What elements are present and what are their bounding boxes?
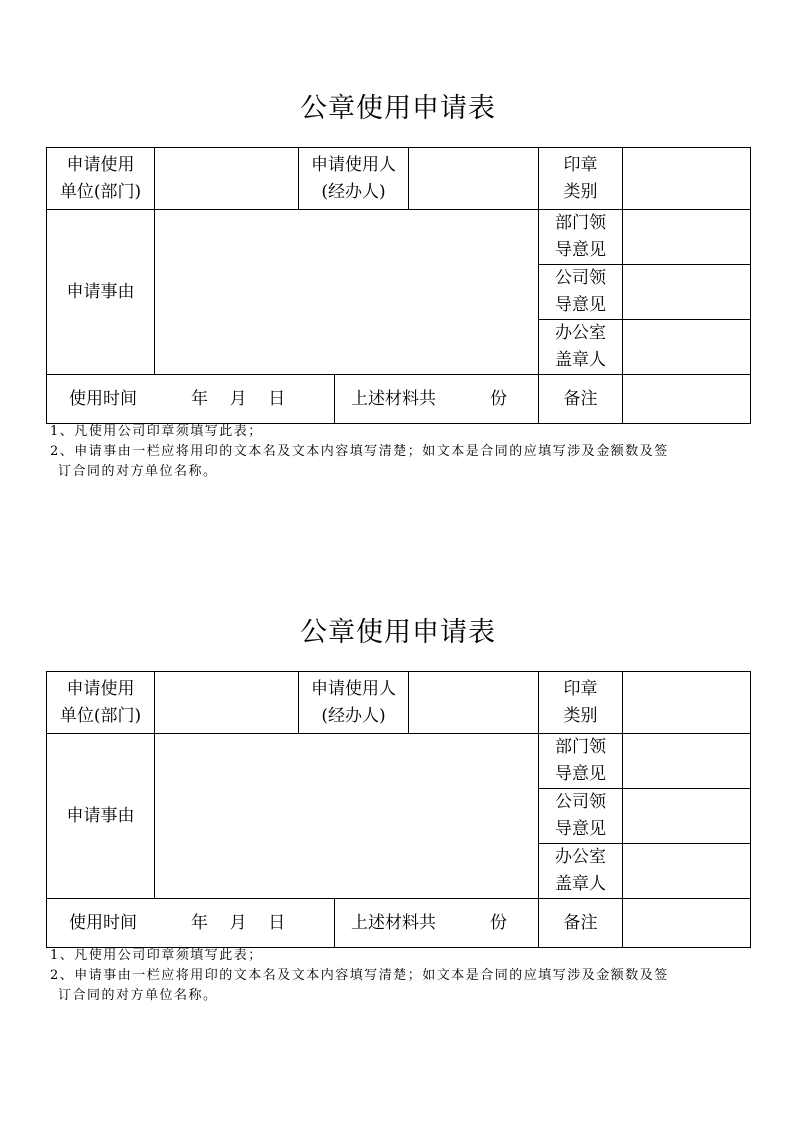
label-line: 申请使用 xyxy=(66,678,135,699)
application-table xyxy=(46,147,751,424)
label-line: (经办人) xyxy=(321,181,386,202)
company-leader-label xyxy=(539,265,623,320)
note-2-continued: 订合同的对方单位名称。 xyxy=(58,464,218,479)
label-line: 导意见 xyxy=(555,819,606,839)
office-stamper-field[interactable] xyxy=(623,844,751,899)
label-line: 公司领 xyxy=(555,268,606,288)
note-2: 2、申请事由一栏应将用印的文本名及文本内容填写清楚；如文本是合同的应填写涉及金额数及签 xyxy=(50,968,669,983)
label-line: 办公室 xyxy=(555,323,606,343)
office-stamper-label xyxy=(539,844,623,899)
label-line: 申请使用 xyxy=(66,154,135,175)
label-line: 导意见 xyxy=(555,764,606,784)
application-table xyxy=(46,671,751,948)
label-line: 申请使用人 xyxy=(311,678,396,699)
company-leader-field[interactable] xyxy=(623,789,751,844)
label-line: 导意见 xyxy=(555,240,606,260)
applicant-label xyxy=(299,148,409,210)
reason-label: 申请事由 xyxy=(47,734,155,899)
label-line: 印章 xyxy=(563,154,598,175)
materials-count-field[interactable]: 上述材料共 份 xyxy=(335,899,539,948)
company-leader-label xyxy=(539,789,623,844)
label-line: 单位(部门) xyxy=(59,181,142,202)
seal-type-field[interactable] xyxy=(623,672,751,734)
remarks-label: 备注 xyxy=(539,375,623,424)
label-line: 盖章人 xyxy=(555,874,606,894)
dept-leader-label xyxy=(539,734,623,789)
label-line: 申请使用人 xyxy=(311,154,396,175)
label-line: (经办人) xyxy=(321,705,386,726)
seal-type-field[interactable] xyxy=(623,148,751,210)
company-leader-field[interactable] xyxy=(623,265,751,320)
applicant-field[interactable] xyxy=(409,672,539,734)
form-notes xyxy=(50,422,750,482)
form-notes xyxy=(50,946,750,1006)
applicant-unit-field[interactable] xyxy=(155,148,299,210)
remarks-label: 备注 xyxy=(539,899,623,948)
seal-type-label xyxy=(539,148,623,210)
dept-leader-field[interactable] xyxy=(623,734,751,789)
applicant-unit-label xyxy=(47,672,155,734)
reason-label: 申请事由 xyxy=(47,210,155,375)
note-2-continued: 订合同的对方单位名称。 xyxy=(58,988,218,1003)
note-1: 1、凡使用公司印章须填写此表； xyxy=(50,424,263,439)
form-title: 公章使用申请表 xyxy=(300,93,496,124)
remarks-field[interactable] xyxy=(623,899,751,948)
usage-time-field[interactable]: 使用时间 年 月 日 xyxy=(47,375,335,424)
materials-count-field[interactable]: 上述材料共 份 xyxy=(335,375,539,424)
label-line: 部门领 xyxy=(555,213,606,233)
applicant-field[interactable] xyxy=(409,148,539,210)
label-line: 盖章人 xyxy=(555,350,606,370)
applicant-unit-label xyxy=(47,148,155,210)
usage-time-field[interactable]: 使用时间 年 月 日 xyxy=(47,899,335,948)
reason-field[interactable] xyxy=(155,734,539,899)
label-line: 单位(部门) xyxy=(59,705,142,726)
label-line: 公司领 xyxy=(555,792,606,812)
label-line: 类别 xyxy=(563,705,598,726)
form-title: 公章使用申请表 xyxy=(300,617,496,648)
label-line: 部门领 xyxy=(555,737,606,757)
dept-leader-label xyxy=(539,210,623,265)
applicant-unit-field[interactable] xyxy=(155,672,299,734)
office-stamper-field[interactable] xyxy=(623,320,751,375)
label-line: 导意见 xyxy=(555,295,606,315)
reason-field[interactable] xyxy=(155,210,539,375)
note-2: 2、申请事由一栏应将用印的文本名及文本内容填写清楚；如文本是合同的应填写涉及金额数及签 xyxy=(50,444,669,459)
note-1: 1、凡使用公司印章须填写此表； xyxy=(50,948,263,963)
label-line: 办公室 xyxy=(555,847,606,867)
remarks-field[interactable] xyxy=(623,375,751,424)
label-line: 印章 xyxy=(563,678,598,699)
label-line: 类别 xyxy=(563,181,598,202)
dept-leader-field[interactable] xyxy=(623,210,751,265)
seal-type-label xyxy=(539,672,623,734)
applicant-label xyxy=(299,672,409,734)
office-stamper-label xyxy=(539,320,623,375)
